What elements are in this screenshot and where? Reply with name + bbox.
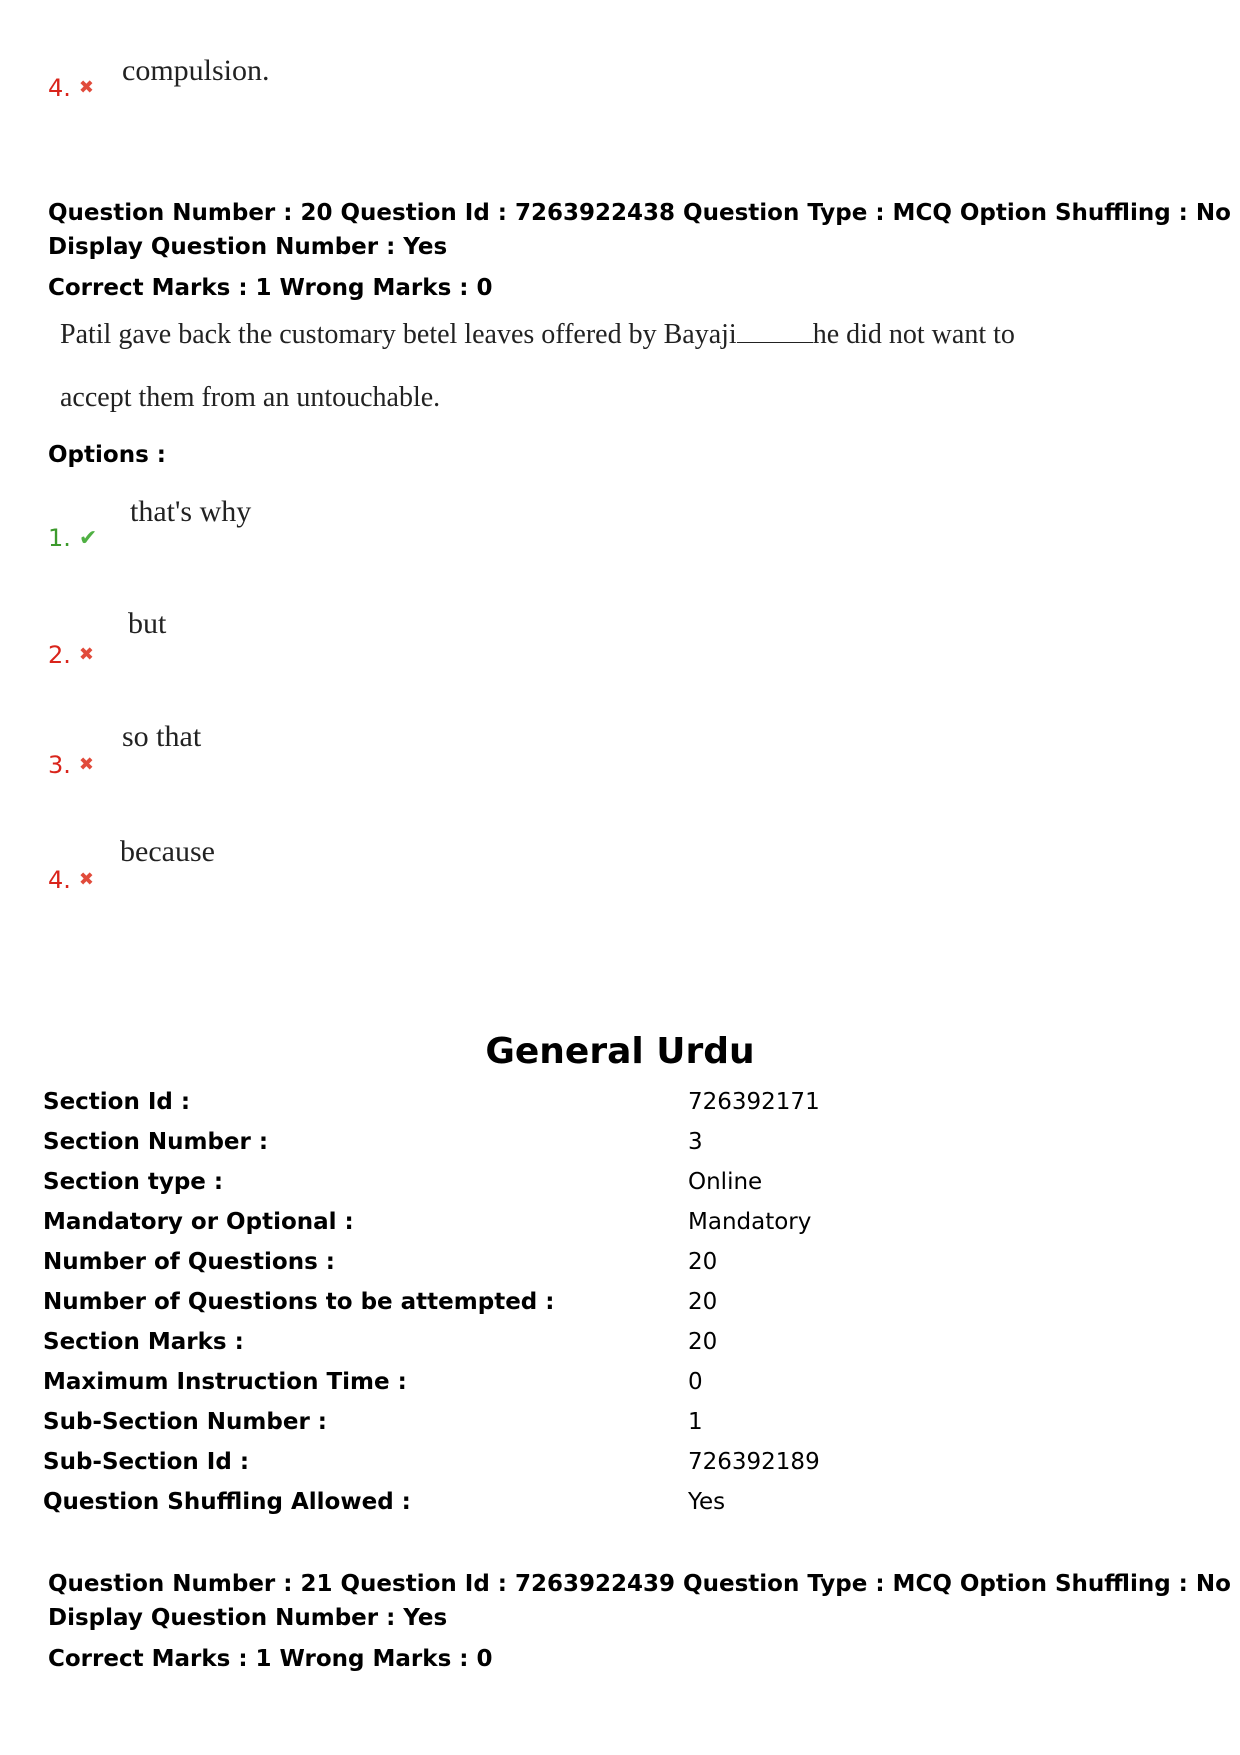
option-row [48, 641, 94, 669]
question-header: Question Number : 21 Question Id : 7263922439 Question Type : MCQ Option Shuffling : No [48, 1571, 1231, 1597]
info-value: Online [688, 1169, 763, 1195]
option-text: that's why [130, 495, 252, 528]
cross-icon: ✖ [78, 77, 94, 98]
question-display-number: Display Question Number : Yes [48, 234, 448, 260]
option-number: 1. [48, 524, 71, 552]
option-number: 4. [48, 866, 71, 894]
section-title: General Urdu [485, 1031, 755, 1072]
info-value: 20 [688, 1249, 718, 1275]
option-number: 3. [48, 751, 71, 779]
option-text: because [120, 835, 215, 868]
info-value: 726392189 [688, 1449, 820, 1475]
option-row [48, 751, 94, 779]
info-label: Number of Questions to be attempted : [43, 1289, 555, 1315]
check-icon: ✔ [78, 526, 98, 551]
question-display-number: Display Question Number : Yes [48, 1605, 448, 1631]
section-info-row [43, 1162, 1193, 1202]
section-info-row [43, 1202, 1193, 1242]
section-info-row [43, 1242, 1193, 1282]
section-info-row [43, 1122, 1193, 1162]
section-info-row [43, 1402, 1193, 1442]
info-label: Section Id : [43, 1089, 191, 1115]
section-info-row [43, 1442, 1193, 1482]
cross-icon: ✖ [78, 644, 94, 665]
options-label: Options : [48, 442, 166, 468]
answer-blank [737, 318, 813, 343]
cross-icon: ✖ [78, 869, 94, 890]
info-value: 20 [688, 1329, 718, 1355]
info-value: 1 [688, 1409, 703, 1435]
cross-icon: ✖ [78, 754, 94, 775]
option-number: 4. [48, 74, 71, 102]
option-text: but [128, 607, 167, 640]
option-row [48, 74, 94, 102]
info-label: Maximum Instruction Time : [43, 1369, 407, 1395]
info-label: Section type : [43, 1169, 224, 1195]
option-row [48, 524, 97, 553]
section-info-row [43, 1362, 1193, 1402]
info-label: Mandatory or Optional : [43, 1209, 354, 1235]
question-stem-line-1 [60, 318, 1015, 352]
option-text: compulsion. [122, 54, 270, 87]
option-row [48, 866, 94, 894]
question-marks: Correct Marks : 1 Wrong Marks : 0 [48, 275, 493, 301]
info-value: 0 [688, 1369, 703, 1395]
info-label: Sub-Section Number : [43, 1409, 328, 1435]
info-label: Number of Questions : [43, 1249, 335, 1275]
question-stem-line-2: accept them from an untouchable. [60, 382, 441, 413]
info-label: Question Shuffling Allowed : [43, 1489, 411, 1515]
section-info-row [43, 1482, 1193, 1522]
section-info-row [43, 1282, 1193, 1322]
info-label: Section Marks : [43, 1329, 244, 1355]
question-stem-part: Patil gave back the customary betel leaves offered by Bayaji [60, 319, 737, 350]
question-stem-part: he did not want to [812, 319, 1015, 350]
info-label: Section Number : [43, 1129, 269, 1155]
info-value: 20 [688, 1289, 718, 1315]
option-number: 2. [48, 641, 71, 669]
option-text: so that [122, 720, 202, 753]
info-value: 726392171 [688, 1089, 820, 1115]
question-header: Question Number : 20 Question Id : 7263922438 Question Type : MCQ Option Shuffling : No [48, 200, 1231, 226]
info-value: Mandatory [688, 1209, 812, 1235]
section-info-row [43, 1082, 1193, 1122]
info-label: Sub-Section Id : [43, 1449, 250, 1475]
question-marks: Correct Marks : 1 Wrong Marks : 0 [48, 1646, 493, 1672]
info-value: Yes [688, 1489, 726, 1515]
section-info-row [43, 1322, 1193, 1362]
info-value: 3 [688, 1129, 703, 1155]
